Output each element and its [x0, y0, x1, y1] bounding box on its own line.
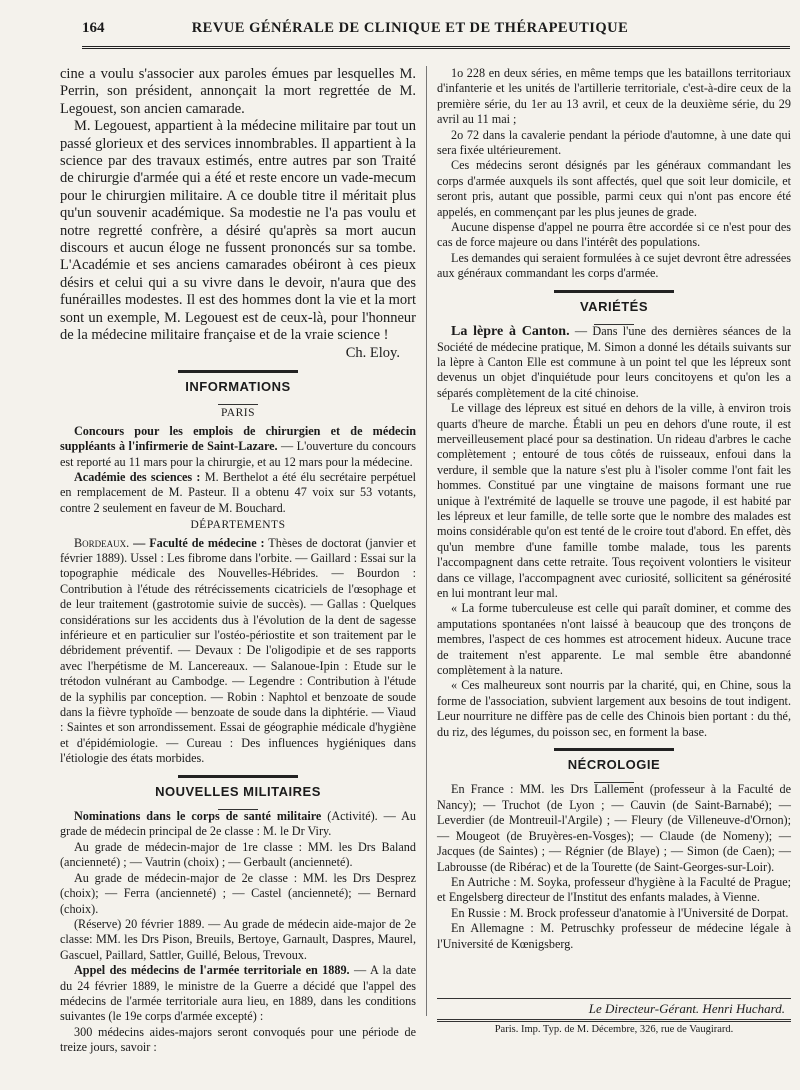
obituary-russie: En Russie : M. Brock professeur d'anatomie à l'Université de Dorpat. [451, 905, 789, 920]
page-footer [437, 998, 791, 1035]
ornament [437, 772, 791, 782]
section-rule [554, 290, 674, 293]
column-divider [426, 66, 427, 1016]
section-rule [554, 748, 674, 751]
obit-paragraph: M. Legouest, appartient à la médecine militaire par tout un passé glorieux et des services innombrables. Il appartient à la science par des travaux estimés, entre autres par son Traité de chirurgie d'armée qui a été et reste encore un vade-mecum pour le chirurgien militaire. A ce double titre il méritait plus qu'un souvenir académique. Sa modestie ne l'a pas voulu et notre regretté confrère, a désiré qu'après sa mort aucun discours et aucun éloge ne fussent prononcés sur sa tombe. L'Académie et ses anciens camarades obéiront à ces pieux désirs et celui qui a su vivre dans le devoir, n'aura que des funérailles modestes. Il est des hommes dont la vie et la mort sont un exemple, M. Legouest est de ceux-là, pour l'honneur de la médecine militaire française et de la vraie science ! [60, 118, 416, 344]
section-rule [178, 370, 298, 373]
article-paragraph: Au grade de médecin-major de 2e classe : MM. les Drs Desprez (choix); — Ferra (ancienneté) ; — Castel (ancienneté); — Bernard (choix). [60, 870, 416, 916]
ornament [60, 394, 416, 404]
obituary-autriche: En Autriche : M. Soyka, professeur d'hygiène à la Faculté de Prague; et Engelsberg directeur de l'Institut des enfants malades, à Vienne. [437, 874, 791, 905]
article-paragraph: « La forme tuberculeuse est celle qui paraît dominer, et comme des amputations spontanées n'ont laissé à beaucoup que des tronçons de membres, l'aspect de ces hommes est atrocement hideux. Aucune trace de traitement n'est apparente. Le mal semble être abandonné complètement à la nature. [437, 601, 791, 678]
ornament [60, 799, 416, 809]
article-appel: Appel des médecins de l'armée territoriale en 1889. — A la date du 24 février 1889, le ministre de la Guerre a décidé que l'appel des médecins de l'armée territoriale aura lieu, en 1889, dans les conditions suivantes (le 19e corps d'armée excepté) : [60, 963, 416, 1024]
article-paragraph: Au grade de médecin-major de 1re classe : MM. les Drs Baland (ancienneté) ; — Vautrin (choix) ; — Gerbault (ancienneté). [60, 839, 416, 870]
director-signature: Le Directeur-Gérant. Henri Huchard. [437, 998, 791, 1022]
article-paragraph: 2o 72 dans la cavalerie pendant la période d'automne, à une date qui sera fixée ultérieurement. [437, 127, 791, 158]
header-rule [82, 46, 790, 49]
ornament [437, 314, 791, 324]
running-title: REVUE GÉNÉRALE DE CLINIQUE ET DE THÉRAPEUTIQUE [191, 20, 629, 36]
right-column [437, 66, 791, 952]
article-paragraph: 1o 228 en deux séries, en même temps que les bataillons territoriaux d'infanterie et les unités de l'artillerie territoriale, c'est-à-dire ceux de la première série, du 1er au 13 avril, et ceux de la deuxième série, du 29 avril au 11 mai ; [437, 66, 791, 127]
article-paragraph: Les demandes qui seraient formulées à ce sujet devront être adressées aux généraux commandant les corps d'armée. [437, 250, 791, 281]
subheading-departements: DÉPARTEMENTS [190, 519, 286, 532]
article-paragraph: Ces médecins seront désignés par les généraux commandant les corps d'armée auxquels ils sont affectés, quel que soit leur domicile, et seront pris, autant que possible, parmi ceux qui n'ont pas encore été appelés, en commençant par les plus jeunes de grade. [437, 158, 791, 219]
article-lepre: La lèpre à Canton. — Dans l'une des dernières séances de la Société de médecine pratique, M. Simon a donné les détails suivants sur la lèpre à Canton Elle est commune à un point tel que les lépreux sont devenus un objet d'inquiétude pour leurs concitoyens et qu'on les a séparés complètement de la cité chinoise. [437, 324, 791, 400]
signature: Ch. Eloy. [345, 344, 400, 361]
section-heading-necrologie: NÉCROLOGIE [567, 757, 661, 773]
section-heading-militaires: NOUVELLES MILITAIRES [155, 783, 321, 799]
article-paragraph: 300 médecins aides-majors seront convoqués pour une période de treize jours, savoir : [60, 1024, 416, 1055]
article-academie: Académie des sciences : M. Berthelot a été élu secrétaire perpétuel en remplacement de M. Pasteur. Il a obtenu 47 voix sur 53 votants, contre 2 seulement en faveur de M. Bouchard. [60, 469, 417, 515]
article-nominations: Nominations dans le corps de santé militaire (Activité). — Au grade de médecin principal de 2e classe : M. le Dr Viry. [60, 809, 416, 839]
obit-paragraph: cine a voulu s'associer aux paroles émues par lesquelles M. Perrin, son président, annonçait la mort regrettée de M. Legouest, son ancien camarade. [60, 66, 416, 117]
article-paragraph: Le village des lépreux est situé en dehors de la ville, à environ trois quarts d'heure de marche. Établi un peu en dehors d'une route, il est merveilleusement placé pour sa destination. Un rideau d'arbres le cache complètement ; entouré de tous côtés de ruisseaux, enfoui dans la verdure, il semble que la nature s'est plu à l'isoler comme l'ont fait les hommes. Constitué par une vingtaine de maisons formant une rue unique à l'extrémité de laquelle se trouve une pagode, il est habité par les lépreux et leur famille, de telle sorte que le nombre des malades est moins considérable qu'on est tenté de le croire tout d'abord. En effet, dès qu'un membre d'une famille tombe malade, tous les parents l'accompagnent dans cette retraite. Tous reçoivent volontiers le visiteur dans ce village, l'accompagnent avec curiosité, sollicitent sa générosité en lui montrant leur mal. [437, 401, 791, 600]
subheading-paris: PARIS [220, 407, 256, 420]
section-heading-varietes: VARIÉTÉS [579, 298, 649, 314]
obituary-allemagne: En Allemagne : M. Petruschky professeur de médecine légale à l'Université de Kœnigsberg. [437, 921, 791, 951]
article-paragraph: Aucune dispense d'appel ne pourra être accordée si ce n'est pour des cas de force majeure ou dans l'intérêt des populations. [437, 220, 791, 250]
printer-imprint: Paris. Imp. Typ. de M. Décembre, 326, rue de Vaugirard. [494, 1024, 734, 1035]
section-rule [178, 775, 298, 778]
article-paragraph: « Ces malheureux sont nourris par la charité, qui, en Chine, sous la forme de l'association, subvient largement aux besoins de tout indigent. Leur nourriture ne diffère pas de celle des Chinois bien portant : du thé, du riz, des légumes, du poisson sec, en forment la base. [437, 678, 791, 739]
left-column [60, 66, 416, 1056]
article-bordeaux: Bordeaux. — Faculté de médecine : Thèses de doctorat (janvier et février 1889). Ussel : Les fibrome dans l'orbite. — Gaillard : Essai sur la topographie médicale des Nouvelles-Hébrides. — Bourdon : Contribution à l'étude des rétrécissements cicatriciels de l'œsophage et de leur traitement (gastrotomie suivie de succès). — Gallas : Quelques considérations sur les accidents dus à l'évolution de la dent de sagesse inférieure et en particulier sur l'ostéo-périostite et son traitement par le débridement préventif. — Devaux : De l'oligodipie et de ses rapports avec l'herpétisme de M. Lancereaux. — Salanoue-Ipin : Etude sur le trétodon vulnérant au Cambodge. — Legendre : Contribution à l'étude de la syphilis par conception. — Robin : Naphtol et benzoate de soude dans la fièvre typhoïde — benzoate de soude dans la diphtérie. — Viaud : Saintes et son arrondissement. Essai de géographie médicale d'hygiène et d'épidémiologie. — Cureau : Des influences hygiéniques dans l'étiologie des états morbides. [60, 535, 416, 766]
article-concours: Concours pour les emplois de chirurgien et de médecin suppléants à l'infirmerie de Saint-Lazare. — L'ouverture du concours est reporté au 11 mars pour la chirurgie, et au 12 mars pour la médecine. [60, 423, 416, 469]
page-number: 164 [82, 20, 105, 36]
section-heading-informations: INFORMATIONS [185, 378, 291, 394]
article-paragraph: (Réserve) 20 février 1889. — Au grade de médecin aide-major de 2e classe: MM. les Drs Pison, Breuils, Bertoye, Garnault, Daspres, Maurel, Gascuel, Paillard, Sattler, Guillé, Belous, Trevoux. [60, 916, 416, 962]
running-header [30, 16, 790, 56]
obituary-france: En France : MM. les Drs Lallement (professeur à la Faculté de Nancy); — Truchot (de Lyon ; — Cauvin (de Saint-Barnabé); — Leverdier (de Montreuil-l'Argile) ; — Fleury (de Villeneuve-d'Ornon); — Mougeot (de Bruyères-en-Vosges); — Claude (de Nomeny); — Jacques (de Saintes) ; — Régnier (de Blaye) ; — Simon (de Caen); — Labrousse (de Ribérac) et de la Tourette (de Saint-Georges-sur-Loir). [437, 782, 791, 874]
